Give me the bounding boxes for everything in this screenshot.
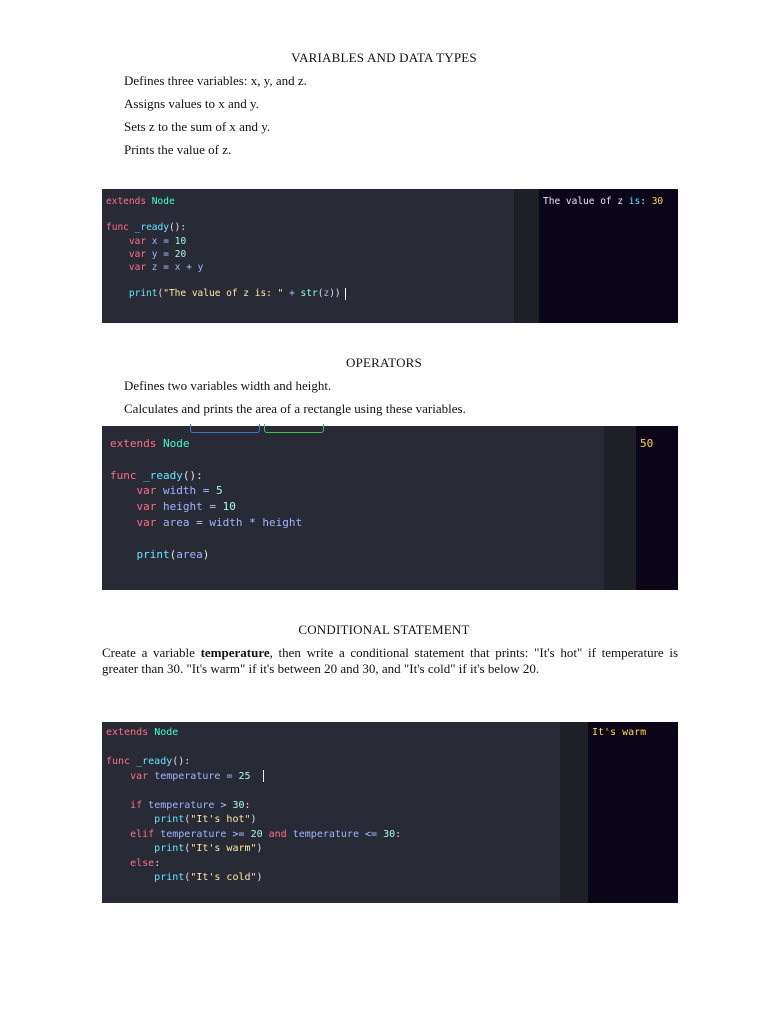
code-screenshot-conditional <box>102 722 678 903</box>
editor-gutter <box>604 426 636 590</box>
code-line: var temperature = 25 <box>106 770 401 785</box>
code-line: func _ready(): <box>106 756 191 767</box>
editor-gutter <box>514 189 539 323</box>
exercise-paragraph: Create a variable temperature, then write a conditional statement that prints: "It's hot" if temperature is greater than 30. "It's warm" if it's between 20 and 30, and "It's cold" if it's below 20. <box>102 645 678 676</box>
code-line: var width = 5 <box>136 484 223 498</box>
code-line: extends Node <box>110 437 190 450</box>
output-text: It's warm <box>592 727 647 738</box>
bullet-text: Assigns values to x and y. <box>124 96 259 111</box>
bullet-text: Sets z to the sum of x and y. <box>124 119 271 134</box>
ui-tab-fragment <box>190 424 260 433</box>
code-line: func _ready(): <box>110 468 203 482</box>
code-line: print(area) <box>136 547 210 561</box>
output-panel <box>588 722 678 903</box>
code-line: var x = 10 <box>128 235 187 247</box>
code-line: else: <box>130 857 161 869</box>
code-line: extends Node <box>106 196 175 207</box>
code-line: print("It's hot") <box>154 814 257 825</box>
code-line: print("The value of z is: " + str(z)) <box>106 287 346 300</box>
code-line: elif temperature >= 20 and temperature <= 30: <box>130 828 402 840</box>
section-heading-conditional: CONDITIONAL STATEMENT <box>298 622 470 637</box>
code-block <box>110 436 302 562</box>
code-block <box>106 726 401 886</box>
code-block <box>106 195 346 301</box>
output-panel <box>539 189 678 323</box>
output-text: 50 <box>640 437 654 450</box>
code-line: var area = width * height <box>136 515 303 529</box>
editor-gutter <box>560 722 588 903</box>
code-line: func _ready(): <box>106 222 187 234</box>
code-line: var height = 10 <box>136 500 236 514</box>
code-line: var y = 20 <box>128 248 187 260</box>
code-line: var z = x + y <box>128 261 204 273</box>
code-screenshot-variables <box>102 189 678 323</box>
code-line: print("It's cold") <box>154 872 263 883</box>
bullet-text: Defines two variables width and height. <box>124 378 332 393</box>
section-heading-operators: OPERATORS <box>346 355 422 370</box>
code-screenshot-operators <box>102 426 678 590</box>
output-text: The value of z is: 30 <box>543 196 664 207</box>
code-line: extends Node <box>106 727 179 738</box>
bold-term: temperature <box>200 645 270 660</box>
bullet-text: Calculates and prints the area of a rectangle using these variables. <box>124 401 466 416</box>
text-cursor <box>345 288 346 300</box>
code-line: print("It's warm") <box>154 843 263 854</box>
bullet-text: Defines three variables: x, y, and z. <box>124 73 307 88</box>
section-heading-variables: VARIABLES AND DATA TYPES <box>291 50 477 65</box>
text-cursor <box>263 770 264 782</box>
bullet-text: Prints the value of z. <box>124 142 232 157</box>
ui-tab-fragment <box>264 424 324 433</box>
code-line: if temperature > 30: <box>130 799 251 811</box>
